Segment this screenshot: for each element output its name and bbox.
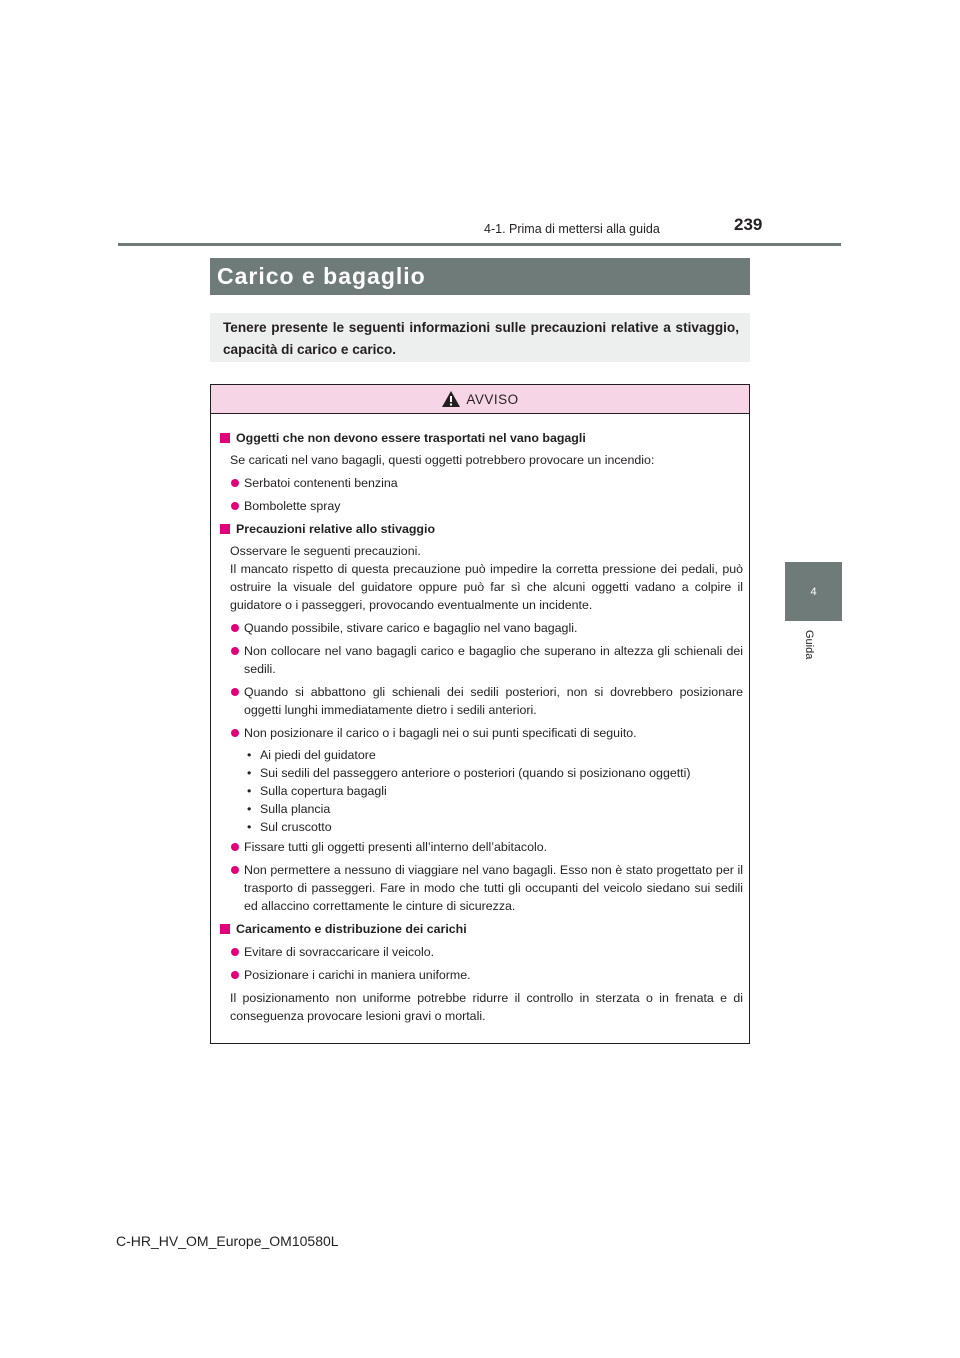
warning-body (211, 414, 749, 1025)
list-item-text: Posizionare i carichi in maniera uniforme. (244, 968, 471, 982)
section-heading (220, 520, 743, 538)
list-item-text: Serbatoi contenenti benzina (244, 476, 398, 490)
warning-box (210, 384, 750, 1044)
square-bullet-icon (220, 924, 230, 934)
round-bullet-icon (231, 479, 239, 487)
header-rule (118, 243, 841, 246)
list-item (220, 943, 743, 961)
warning-header (211, 385, 749, 414)
list-item (220, 966, 743, 984)
paragraph: Il mancato rispetto di questa precauzione può impedire la corretta pressione dei pedali, può ostruire la visuale del guidatore oppure può far sì che alcuni oggetti vadano a colpire il guidatore o i passeggeri, provocando eventualmente un incidente. (230, 562, 743, 612)
heading-text: Caricamento e distribuzione dei carichi (236, 922, 467, 936)
list-item-text: Fissare tutti gli oggetti presenti all’interno dell’abitacolo. (244, 840, 548, 854)
square-bullet-icon (220, 433, 230, 443)
list-item-text: Non permettere a nessuno di viaggiare nel vano bagagli. Esso non è stato progettato per il trasporto di passeggeri. Fare in modo che tutti gli occupanti del veicolo siedano sui sedili ed allaccino correttamente le cinture di sicurezza. (244, 863, 743, 913)
section-reference: 4-1. Prima di mettersi alla guida (484, 222, 660, 236)
list-item (220, 838, 743, 856)
list-item-text: Non posizionare il carico o i bagagli nei o sui punti specificati di seguito. (244, 726, 637, 740)
sub-bullet: • (247, 766, 252, 780)
sub-list-item-text: Sul cruscotto (260, 820, 332, 834)
list-item-text: Quando si abbattono gli schienali dei sedili posteriori, non si dovrebbero posizionare oggetti lunghi immediatamente dietro i sedili anteriori. (244, 685, 743, 717)
paragraph: Osservare le seguenti precauzioni. (230, 544, 421, 558)
heading-text: Oggetti che non devono essere trasportati nel vano bagagli (236, 431, 586, 445)
sub-bullet: • (247, 802, 252, 816)
chapter-tab (785, 562, 842, 621)
section-heading (220, 920, 743, 938)
intro-box: Tenere presente le seguenti informazioni sulle precauzioni relative a stivaggio, capacità di carico e carico. (210, 313, 750, 362)
sub-list-item (247, 764, 743, 782)
list-item-text: Quando possibile, stivare carico e bagaglio nel vano bagagli. (244, 621, 578, 635)
sub-bullet: • (247, 820, 252, 834)
list-item-text: Evitare di sovraccaricare il veicolo. (244, 945, 435, 959)
round-bullet-icon (231, 971, 239, 979)
list-item (220, 683, 743, 719)
list-item (220, 619, 743, 637)
round-bullet-icon (231, 647, 239, 655)
paragraph: Il posizionamento non uniforme potrebbe ridurre il controllo in sterzata o in frenata e di conseguenza provocare lesioni gravi o mortali. (230, 991, 743, 1023)
list-item-text: Non collocare nel vano bagagli carico e bagaglio che superano in altezza gli schienali dei sedili. (244, 644, 743, 676)
sub-list (220, 746, 743, 836)
list-item-text: Bombolette spray (244, 499, 341, 513)
sub-bullet: • (247, 748, 252, 762)
heading-text: Precauzioni relative allo stivaggio (236, 522, 436, 536)
paragraph: Se caricati nel vano bagagli, questi oggetti potrebbero provocare un incendio: (230, 453, 655, 467)
warning-label: AVVISO (466, 391, 519, 407)
document-footer: C-HR_HV_OM_Europe_OM10580L (116, 1233, 339, 1249)
page-number: 239 (734, 215, 763, 234)
round-bullet-icon (231, 729, 239, 737)
round-bullet-icon (231, 624, 239, 632)
chapter-label: Guida (803, 630, 815, 660)
sub-list-item (247, 782, 743, 800)
sub-list-item (247, 800, 743, 818)
sub-list-item-text: Sulla plancia (260, 802, 331, 816)
square-bullet-icon (220, 524, 230, 534)
page-title: Carico e bagaglio (217, 263, 426, 289)
round-bullet-icon (231, 843, 239, 851)
list-item (220, 474, 743, 492)
list-item (220, 861, 743, 915)
list-item (220, 724, 743, 742)
round-bullet-icon (231, 688, 239, 696)
sub-list-item-text: Sulla copertura bagagli (260, 784, 387, 798)
list-item (220, 642, 743, 678)
chapter-number: 4 (810, 585, 817, 598)
title-bar (210, 258, 750, 295)
section-heading (220, 429, 743, 447)
round-bullet-icon (231, 502, 239, 510)
sub-list-item-text: Sui sedili del passeggero anteriore o posteriori (quando si posizionano oggetti) (260, 766, 691, 780)
sub-list-item (247, 818, 743, 836)
warning-triangle-icon (441, 390, 461, 408)
round-bullet-icon (231, 866, 239, 874)
round-bullet-icon (231, 948, 239, 956)
sub-bullet: • (247, 784, 252, 798)
sub-list-item-text: Ai piedi del guidatore (260, 748, 376, 762)
sub-list-item (247, 746, 743, 764)
list-item (220, 497, 743, 515)
